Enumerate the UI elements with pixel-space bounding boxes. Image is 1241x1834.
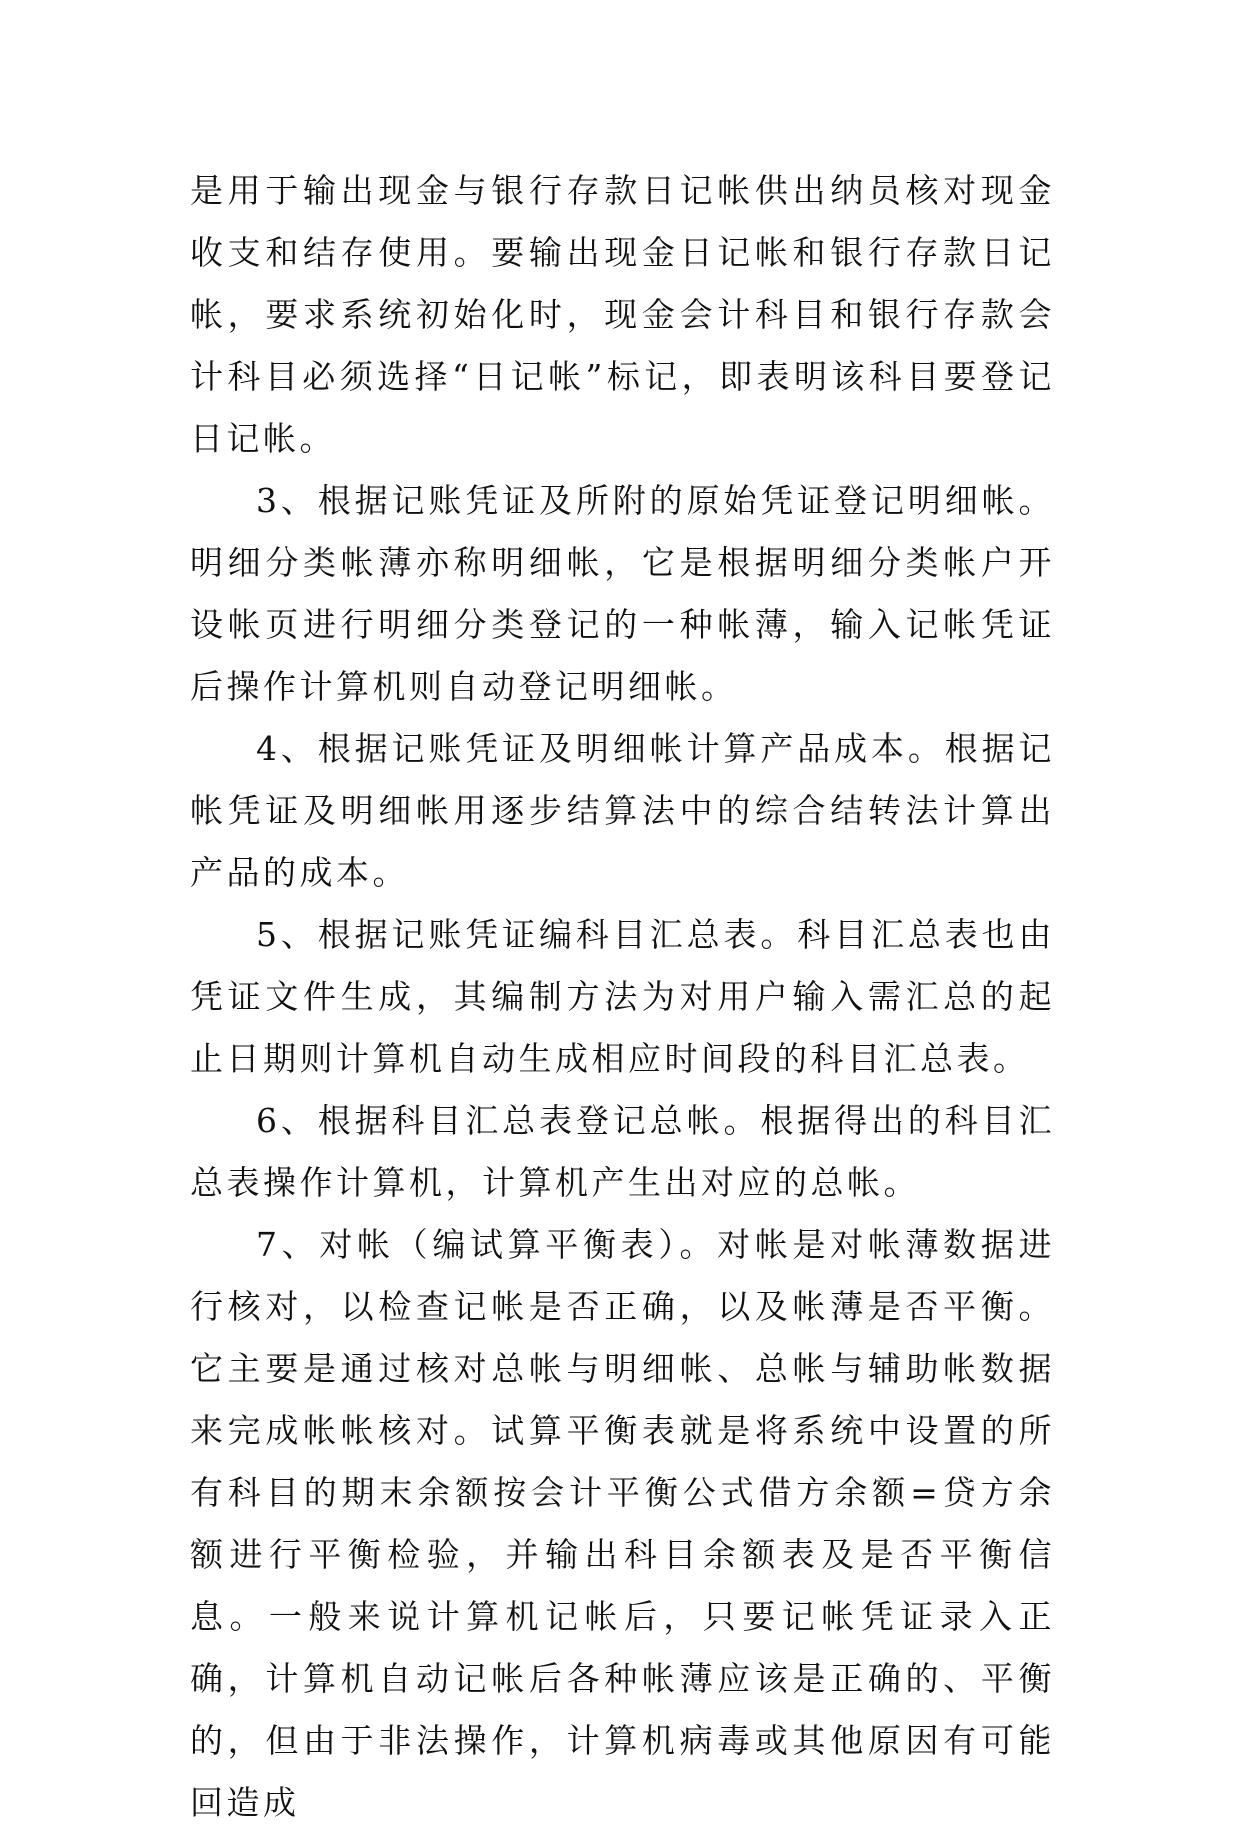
document-body [190, 160, 1055, 1834]
paragraph-1: 是用于输出现金与银行存款日记帐供出纳员核对现金收支和结存使用。要输出现金日记帐和银行存款日记帐，要求系统初始化时，现金会计科目和银行存款会计科目必须选择“日记帐”标记，即表明该科目要登记日记帐。 [190, 171, 1055, 458]
paragraph-2: 3、根据记账凭证及所附的原始凭证登记明细帐。明细分类帐薄亦称明细帐，它是根据明细分类帐户开设帐页进行明细分类登记的一种帐薄，输入记帐凭证后操作计算机则自动登记明细帐。 [190, 481, 1055, 706]
paragraph-6: 7、对帐（编试算平衡表）。对帐是对帐薄数据进行核对，以检查记帐是否正确，以及帐薄是否平衡。它主要是通过核对总帐与明细帐、总帐与辅助帐数据来完成帐帐核对。试算平衡表就是将系统中设置的所有科目的期末余额按会计平衡公式借方余额=贷方余额进行平衡检验，并输出科目余额表及是否平衡信息。一般来说计算机记帐后，只要记帐凭证录入正确，计算机自动记帐后各种帐薄应该是正确的、平衡的，但由于非法操作，计算机病毒或其他原因有可能回造成 [190, 1225, 1055, 1822]
paragraph-3: 4、根据记账凭证及明细帐计算产品成本。根据记帐凭证及明细帐用逐步结算法中的综合结转法计算出产品的成本。 [190, 729, 1055, 892]
paragraph-4: 5、根据记账凭证编科目汇总表。科目汇总表也由凭证文件生成，其编制方法为对用户输入需汇总的起止日期则计算机自动生成相应时间段的科目汇总表。 [190, 915, 1055, 1078]
paragraph-5: 6、根据科目汇总表登记总帐。根据得出的科目汇总表操作计算机，计算机产生出对应的总帐。 [190, 1101, 1055, 1202]
